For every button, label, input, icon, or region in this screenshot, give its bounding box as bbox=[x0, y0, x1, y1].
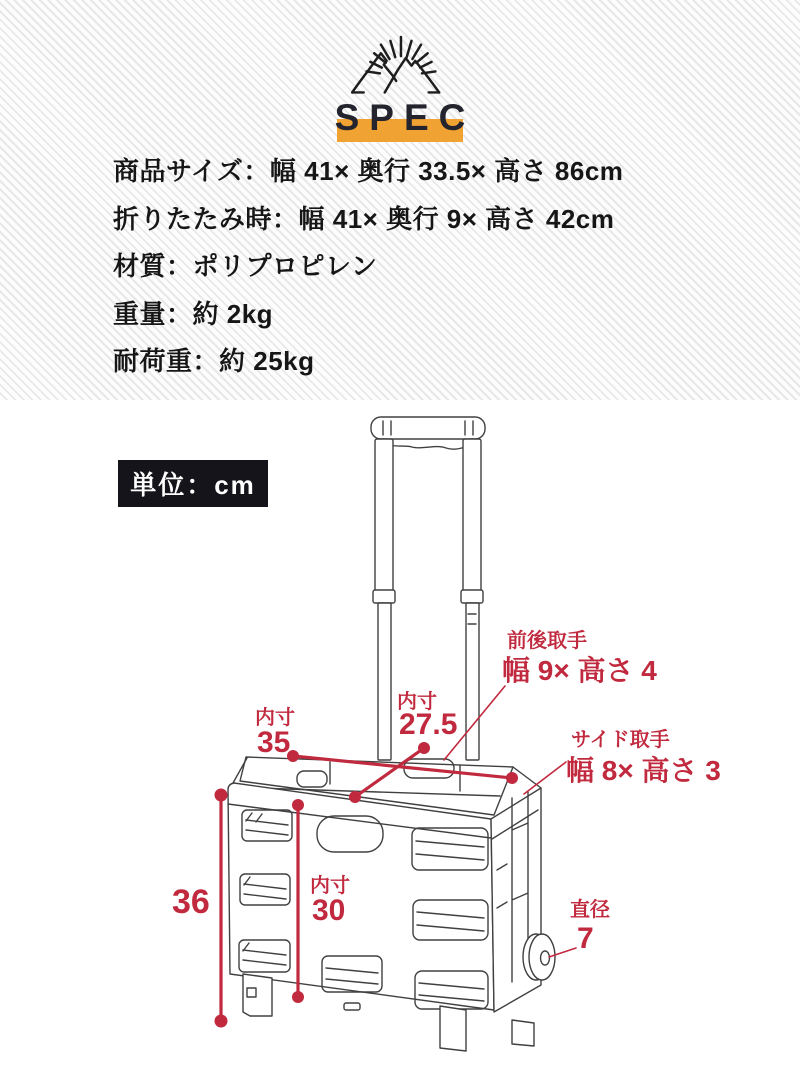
inner-width-value: 35 bbox=[257, 726, 291, 759]
spec-header-section bbox=[0, 0, 800, 400]
inner-height-value: 30 bbox=[312, 894, 346, 927]
crate-body bbox=[228, 757, 555, 1051]
spec-label: 商品サイズ： bbox=[113, 156, 270, 186]
wheel-diameter-title: 直径 bbox=[570, 899, 610, 921]
spec-value: 幅 41× 奥行 9× 高さ 42cm bbox=[298, 203, 615, 234]
side-handle-leader bbox=[524, 762, 566, 794]
outer-height-value: 36 bbox=[172, 883, 210, 921]
spec-row-load-capacity bbox=[113, 345, 623, 378]
spec-value: 約 2kg bbox=[192, 298, 274, 329]
inner-height-prefix: 内寸 bbox=[310, 875, 350, 897]
spec-list bbox=[113, 155, 623, 378]
front-back-handle-title: 前後取手 bbox=[507, 630, 587, 652]
inner-depth-value: 27.5 bbox=[399, 708, 458, 741]
side-handle-title: サイド取手 bbox=[571, 729, 670, 751]
mountain-sun-icon bbox=[340, 16, 460, 102]
folding-cart-diagram bbox=[0, 400, 800, 1083]
front-back-handle-size: 幅 9× 高さ 4 bbox=[502, 655, 657, 686]
inner-width-prefix: 内寸 bbox=[255, 707, 295, 729]
spec-row-size bbox=[113, 155, 623, 188]
spec-row-weight bbox=[113, 298, 623, 331]
spec-value: 約 25kg bbox=[219, 346, 315, 376]
wheel-hub bbox=[541, 951, 550, 965]
dimension-diagram-section bbox=[0, 400, 800, 1083]
side-handle-size: 幅 8× 高さ 3 bbox=[566, 755, 721, 786]
wheel-diameter-value: 7 bbox=[577, 922, 594, 955]
spec-label: 材質： bbox=[113, 251, 193, 281]
spec-row-folded bbox=[113, 203, 623, 236]
spec-label: 耐荷重： bbox=[113, 346, 220, 376]
spec-label: 重量： bbox=[113, 298, 193, 329]
spec-title: SPEC bbox=[334, 97, 476, 138]
spec-row-material bbox=[113, 250, 623, 283]
spec-value: 幅 41× 奥行 33.5× 高さ 86cm bbox=[269, 156, 624, 186]
unit-badge: 単位：cm bbox=[118, 460, 268, 507]
inner-depth-prefix: 内寸 bbox=[397, 691, 437, 713]
spec-label: 折りたたみ時： bbox=[113, 203, 299, 234]
spec-value: ポリプロピレン bbox=[192, 251, 378, 281]
